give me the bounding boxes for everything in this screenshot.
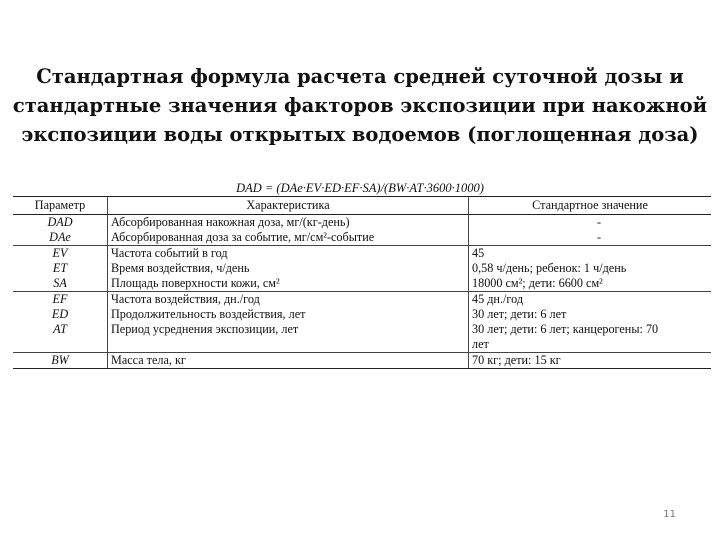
param-cell: ET	[13, 261, 108, 276]
exposure-factors-table	[13, 196, 711, 369]
table-row	[13, 230, 711, 246]
param-cell: EF	[13, 292, 108, 308]
param-cell: DAD	[13, 215, 108, 231]
param-cell: ED	[13, 307, 108, 322]
param-cell: DAe	[13, 230, 108, 246]
desc-cell: Абсорбированная накожная доза, мг/(кг-день)	[108, 215, 469, 231]
value-cell: 45 дн./год	[469, 292, 712, 308]
slide-title	[10, 62, 710, 149]
param-cell: EV	[13, 246, 108, 262]
desc-cell: Площадь поверхности кожи, см²	[108, 276, 469, 292]
table-row	[13, 215, 711, 231]
table-row	[13, 261, 711, 276]
title-line-2: стандартные значения факторов экспозиции при накожной	[12, 94, 708, 117]
header-standard-value: Стандартное значение	[469, 197, 712, 215]
param-cell: AT	[13, 322, 108, 337]
page-number: 11	[663, 509, 676, 520]
desc-cell: Время воздействия, ч/день	[108, 261, 469, 276]
param-cell	[13, 337, 108, 353]
desc-cell: Частота событий в год	[108, 246, 469, 262]
value-cell: 45	[469, 246, 712, 262]
value-cell: 18000 см²; дети: 6600 см²	[472, 276, 603, 290]
table-row	[13, 276, 711, 292]
value-cell: -	[596, 215, 601, 229]
title-line-1: Стандартная формула расчета средней суточной дозы и	[36, 65, 684, 88]
title-line-3: экспозиции воды открытых водоемов (поглощенная доза)	[21, 123, 699, 146]
desc-cell: Период усреднения экспозиции, лет	[108, 322, 469, 337]
table-row	[13, 307, 711, 322]
value-cell: 0,58 ч/день; ребенок: 1 ч/день	[472, 261, 627, 275]
desc-cell: Продолжительность воздействия, лет	[108, 307, 469, 322]
value-cell: лет	[472, 337, 489, 351]
dose-formula: DAD = (DAe·EV·ED·EF·SA)/(BW·AT·3600·1000)	[236, 181, 484, 195]
desc-cell: Частота воздействия, дн./год	[108, 292, 469, 308]
header-parameter: Параметр	[13, 197, 108, 215]
value-cell: 30 лет; дети: 6 лет; канцерогены: 70	[472, 322, 659, 336]
value-cell: 70 кг; дети: 15 кг	[469, 353, 712, 369]
table-row	[13, 353, 711, 369]
header-characteristic: Характеристика	[108, 197, 469, 215]
table-header-row	[13, 197, 711, 215]
value-cell: -	[596, 230, 601, 244]
desc-cell: Масса тела, кг	[108, 353, 469, 369]
param-cell: SA	[13, 276, 108, 292]
table-row	[13, 337, 711, 353]
value-cell: 30 лет; дети: 6 лет	[472, 307, 567, 321]
desc-cell: Абсорбированная доза за событие, мг/см²-событие	[108, 230, 469, 246]
table-row	[13, 322, 711, 337]
table-row	[13, 292, 711, 308]
table-row	[13, 246, 711, 262]
desc-cell	[108, 337, 469, 353]
param-cell: BW	[13, 353, 108, 369]
